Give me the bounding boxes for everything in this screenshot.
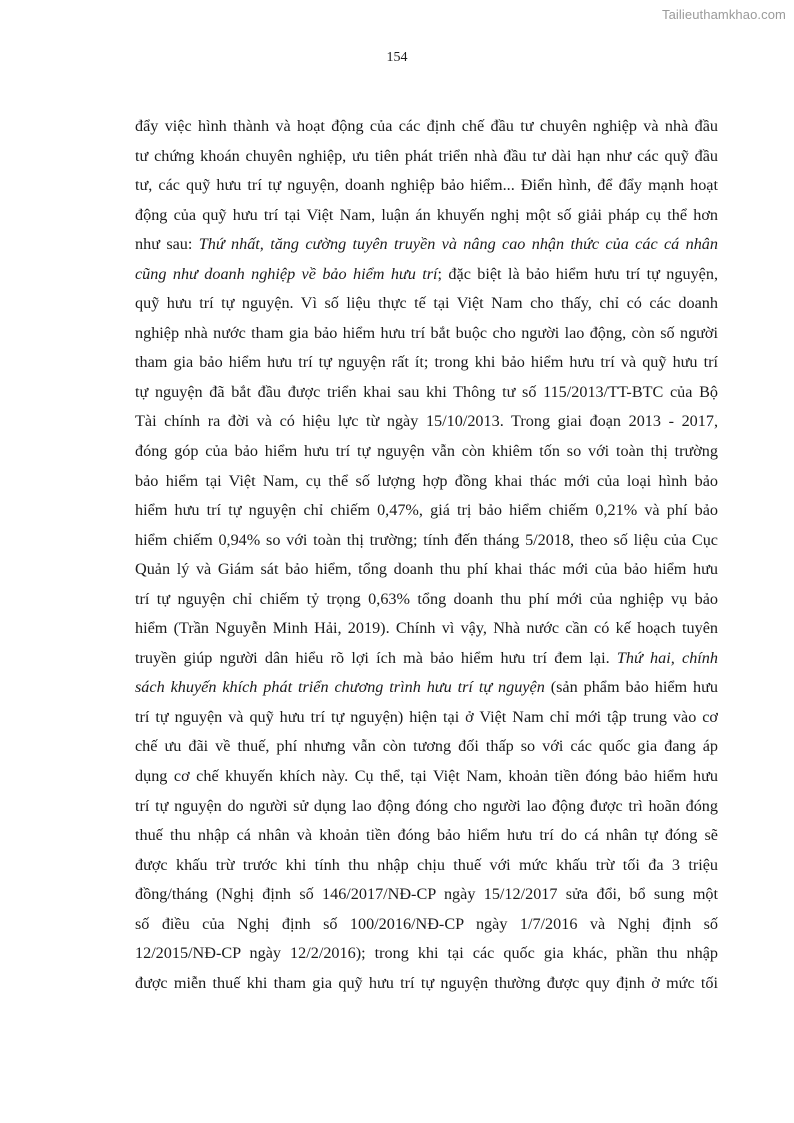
text-line <box>135 821 718 851</box>
text-line <box>135 644 718 674</box>
text-segment: hiểm hưu trí tự nguyện chỉ chiếm 0,47%, giá trị bảo hiểm chiếm 0,21% và phí bảo <box>135 501 718 520</box>
text-segment: được miễn thuế khi tham gia quỹ hưu trí tự nguyện thường được quy định ở mức tối <box>135 973 718 992</box>
text-segment: đẩy việc hình thành và hoạt động của các định chế đầu tư chuyên nghiệp và nhà đầu <box>135 117 718 135</box>
text-line <box>135 319 718 349</box>
text-segment: chế ưu đãi về thuế, phí nhưng vẫn còn tương đối thấp so với các quốc gia đang áp <box>135 737 718 756</box>
page-number: 154 <box>386 50 408 65</box>
text-line <box>135 437 718 467</box>
text-line <box>135 585 718 615</box>
text-line <box>135 939 718 969</box>
text-segment: bảo hiểm tại Việt Nam, cụ thể số lượng hợp đồng khai thác mới của loại hình bảo <box>135 471 718 490</box>
text-segment: Quản lý và Giám sát bảo hiểm, tổng doanh thu phí khai thác mới của bảo hiểm hưu <box>135 560 718 579</box>
text-line <box>135 762 718 792</box>
italic-text-segment: Thứ nhất, tăng cường tuyên truyền và nâng cao nhận thức của các cá nhân <box>198 235 718 254</box>
text-line <box>135 792 718 822</box>
text-line <box>135 614 718 644</box>
text-line <box>135 142 718 172</box>
text-line <box>135 348 718 378</box>
text-line <box>135 378 718 408</box>
text-line <box>135 496 718 526</box>
text-line <box>135 673 718 703</box>
text-segment: 12/2015/NĐ-CP ngày 12/2/2016); trong khi tại các quốc gia khác, phần thu nhập <box>135 944 718 963</box>
text-segment: được khấu trừ trước khi tính thu nhập chịu thuế với mức khấu trừ tối đa 3 triệu <box>135 855 718 874</box>
text-line <box>135 910 718 940</box>
text-line <box>135 732 718 762</box>
text-segment: ; đặc biệt là bảo hiểm hưu trí tự nguyện, <box>437 264 718 283</box>
text-line <box>135 171 718 201</box>
text-segment: hiểm chiếm 0,94% so với toàn thị trường; tính đến tháng 5/2018, theo số liệu của Cục <box>135 530 718 549</box>
text-line <box>135 260 718 290</box>
text-line <box>135 467 718 497</box>
text-line <box>135 851 718 881</box>
text-segment: động của quỹ hưu trí tại Việt Nam, luận án khuyến nghị một số giải pháp cụ thể hơn <box>135 205 718 224</box>
text-segment: truyền giúp người dân hiểu rõ lợi ích mà bảo hiểm hưu trí đem lại. <box>135 648 617 667</box>
text-line <box>135 555 718 585</box>
text-line <box>135 230 718 260</box>
text-segment: tư chứng khoán chuyên nghiệp, ưu tiên phát triển nhà đầu tư dài hạn như các quỹ đầu <box>135 146 718 165</box>
text-segment: quỹ hưu trí tự nguyện. Vì số liệu thực tế tại Việt Nam cho thấy, chỉ có các doanh <box>135 294 718 313</box>
text-segment: thuế thu nhập cá nhân và khoản tiền đóng bảo hiểm hưu trí do cá nhân tự đóng sẽ <box>135 826 718 845</box>
text-segment: đóng góp của bảo hiểm hưu trí tự nguyện vẫn còn khiêm tốn so với toàn thị trường <box>135 442 718 461</box>
text-line <box>135 112 718 142</box>
text-segment: nghiệp nhà nước tham gia bảo hiểm hưu trí bắt buộc cho người lao động, còn số người <box>135 323 718 342</box>
text-segment: như sau: <box>135 235 199 254</box>
text-line <box>135 969 718 999</box>
text-line <box>135 407 718 437</box>
text-segment: tham gia bảo hiểm hưu trí tự nguyện rất ít; trong khi bảo hiểm hưu trí và quỹ hưu trí <box>135 353 718 372</box>
watermark-text: Tailieuthamkhao.com <box>661 7 786 22</box>
text-segment: trí tự nguyện và quỹ hưu trí tự nguyện) hiện tại ở Việt Nam chỉ mới tập trung vào cơ <box>135 707 718 726</box>
text-segment: trí tự nguyện do người sử dụng lao động đóng cho người lao động được trì hoãn đóng <box>135 796 718 815</box>
body-paragraph <box>135 112 718 998</box>
text-segment: số điều của Nghị định số 100/2016/NĐ-CP ngày 1/7/2016 và Nghị định số <box>135 914 718 933</box>
text-segment: hiểm (Trần Nguyễn Minh Hải, 2019). Chính vì vậy, Nhà nước cần có kế hoạch tuyên <box>135 619 718 638</box>
italic-text-segment: sách khuyến khích phát triển chương trình hưu trí tự nguyện <box>135 678 545 697</box>
text-segment: dụng cơ chế khuyến khích này. Cụ thể, tại Việt Nam, khoản tiền đóng bảo hiểm hưu <box>135 767 718 786</box>
text-segment: đồng/tháng (Nghị định số 146/2017/NĐ-CP ngày 15/12/2017 sửa đổi, bổ sung một <box>135 885 718 904</box>
text-line <box>135 880 718 910</box>
text-segment: Tài chính ra đời và có hiệu lực từ ngày 15/10/2013. Trong giai đoạn 2013 - 2017, <box>135 412 718 431</box>
text-line <box>135 703 718 733</box>
text-segment: tự nguyện đã bắt đầu được triển khai sau khi Thông tư số 115/2013/TT-BTC của Bộ <box>135 382 718 401</box>
italic-text-segment: cũng như doanh nghiệp về bảo hiểm hưu trí <box>135 264 438 283</box>
italic-text-segment: Thứ hai, chính <box>616 648 718 667</box>
text-line <box>135 289 718 319</box>
text-line <box>135 201 718 231</box>
text-segment: (sản phẩm bảo hiểm hưu <box>544 678 718 697</box>
text-segment: tư, các quỹ hưu trí tự nguyện, doanh nghiệp bảo hiểm... Điển hình, để đẩy mạnh hoạt <box>135 176 718 195</box>
text-segment: trí tự nguyện chỉ chiếm tỷ trọng 0,63% tổng doanh thu phí mới của nghiệp vụ bảo <box>135 589 718 608</box>
text-line <box>135 526 718 556</box>
